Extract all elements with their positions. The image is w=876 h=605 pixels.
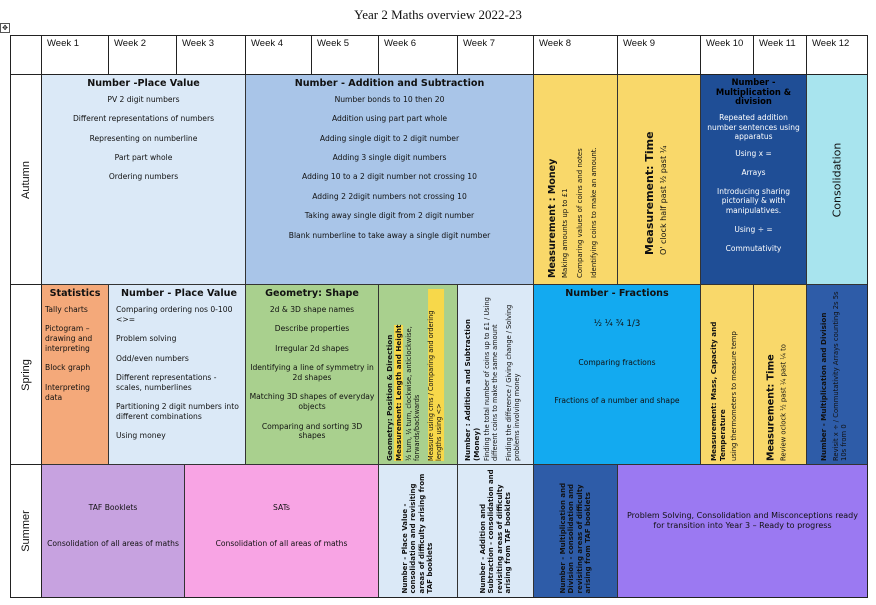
week-header: Week 4: [246, 35, 312, 75]
summer-place-value: Number - Place Value - consolidation and revisiting areas of difficulty arising from TAF booklets: [379, 465, 458, 598]
week-header: Week 7: [458, 35, 534, 75]
week-header: Week 3: [177, 35, 246, 75]
corner-cell: [10, 35, 42, 75]
spring-place-value: Number - Place Value Comparing ordering nos 0-100 <>= Problem solving Odd/even numbers Different representations - scales, numberlines Partitioning 2 digit numbers into different combinations Using money: [109, 285, 246, 465]
spring-multiplication-division: Number - Multiplication and Division Revisit x ÷ / Commutativity Arrays counting 2s 5s 10s from 0: [807, 285, 868, 465]
week-header: Week 1: [42, 35, 109, 75]
summer-problem-solving: Problem Solving, Consolidation and Misconceptions ready for transition into Year 3 – Ready to progress: [618, 465, 868, 598]
week-header: Week 6: [379, 35, 458, 75]
week-header: Week 9: [618, 35, 701, 75]
autumn-multiplication: Number - Multiplication & division Repeated addition number sentences using apparatus Using x = Arrays Introducing sharing pictorially & with manipulatives. Using ÷ = Commutativity: [701, 75, 807, 285]
page-title: Year 2 Maths overview 2022-23: [354, 7, 522, 22]
week-header: Week 5: [312, 35, 379, 75]
autumn-place-value: Number -Place Value PV 2 digit numbers Different representations of numbers Representing on numberline Part part whole Ordering numbers: [42, 75, 246, 285]
autumn-money: Measurement : Money Making amounts up to £1 Comparing values of coins and notes Identifying coins to make an amount.: [534, 75, 618, 285]
table-move-handle-icon[interactable]: ✥: [0, 23, 10, 33]
spring-mass-capacity: Measurement: Mass, Capacity and Temperature using thermometers to measure temp: [701, 285, 754, 465]
spring-fractions: Number - Fractions ½ ¼ ¾ 1/3 Comparing fractions Fractions of a number and shape: [534, 285, 701, 465]
summer-taf-booklets: TAF Booklets Consolidation of all areas of maths: [42, 465, 185, 598]
summer-multiplication-division: Number - Multiplication and Division - consolidation and revisiting areas of difficulty arising from TAF booklets: [534, 465, 618, 598]
week-header: Week 2: [109, 35, 177, 75]
week-header: Week 12: [807, 35, 868, 75]
week-header: Week 8: [534, 35, 618, 75]
week-header: Week 11: [754, 35, 807, 75]
term-summer: Summer: [10, 465, 42, 598]
autumn-consolidation: Consolidation: [807, 75, 868, 285]
summer-sats: SATs Consolidation of all areas of maths: [185, 465, 379, 598]
autumn-addition-subtraction: Number - Addition and Subtraction Number bonds to 10 then 20 Addition using part part whole Adding single digit to 2 digit number Adding 3 single digit numbers Adding 10 to a 2 digit number not crossing 10 Adding 2 2digit numbers not crossing 10 Taking away single digit from 2 digit number Blank numberline to take away a single digit number: [246, 75, 534, 285]
autumn-time: Measurement: Time O' clock half past ½ past ¼: [618, 75, 701, 285]
term-spring: Spring: [10, 285, 42, 465]
spring-statistics: Statistics Tally charts Pictogram – drawing and interpreting Block graph Interpreting data: [42, 285, 109, 465]
spring-position-length: Geometry: Position & Direction Measurement: Length and Height ½ turn, ¼ turn, clockwise, anticlockwise, forwards/backwards Measure using cms / Comparing and ordering lengths using <>: [379, 285, 458, 465]
spring-add-sub-money: Number : Addition and Subtraction (Money) Finding the total number of coins up to £1 / Using different coins to make the same amount Finding the difference / Giving change / Solving problems involving money: [458, 285, 534, 465]
summer-addition-subtraction: Number - Addition and Subtraction - consolidation and revisiting areas of difficulty arising from TAF booklets: [458, 465, 534, 598]
spring-geometry-shape: Geometry: Shape 2d & 3D shape names Describe properties Irregular 2d shapes Identifying a line of symmetry in 2d shapes Matching 3D shapes of everyday objects Comparing and sorting 3D shapes: [246, 285, 379, 465]
term-autumn: Autumn: [10, 75, 42, 285]
spring-time: Measurement: Time Review oclock ½ past ¼ past ¼ to: [754, 285, 807, 465]
week-header: Week 10: [701, 35, 754, 75]
